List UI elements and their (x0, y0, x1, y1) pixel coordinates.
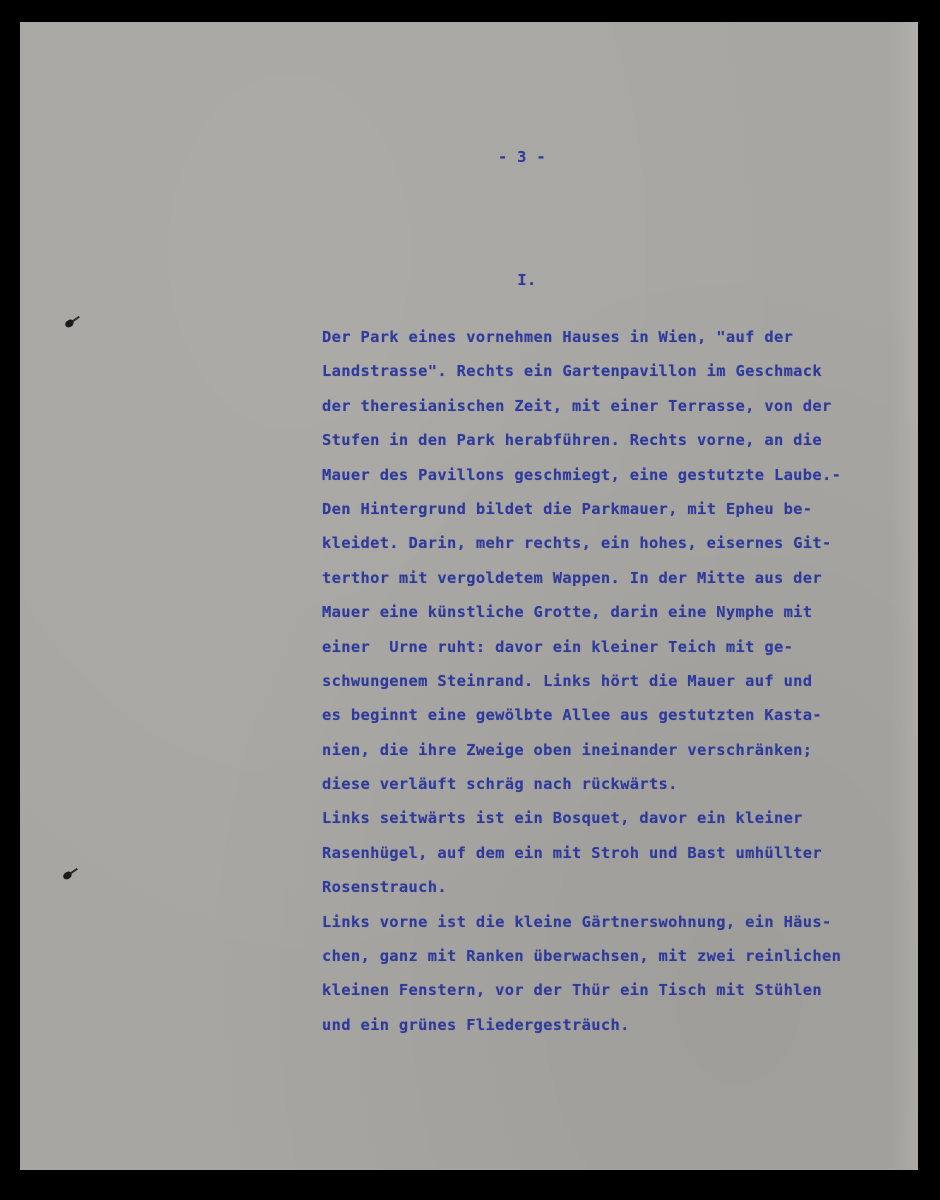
text-line: terthor mit vergoldetem Wappen. In der Mitte aus der (322, 568, 823, 587)
text-line: Rasenhügel, auf dem ein mit Stroh und Bast umhüllter (322, 843, 823, 862)
page-number: - 3 - (497, 148, 547, 166)
text-line: Links vorne ist die kleine Gärtnerswohnung, ein Häus- (322, 912, 832, 931)
punch-hole-mark (60, 868, 78, 882)
text-line: Den Hintergrund bildet die Parkmauer, mit Epheu be- (322, 499, 813, 518)
text-line: nien, die ihre Zweige oben ineinander verschränken; (322, 740, 813, 759)
section-marker: I. (517, 271, 537, 289)
text-line: Rosenstrauch. (322, 878, 448, 897)
text-line: kleidet. Darin, mehr rechts, ein hohes, eisernes Git- (322, 534, 832, 553)
text-line: kleinen Fenstern, vor der Thür ein Tisch mit Stühlen (322, 981, 823, 1000)
text-line: Stufen in den Park herabführen. Rechts vorne, an die (322, 431, 823, 450)
text-line: Mauer eine künstliche Grotte, darin eine Nymphe mit (322, 603, 813, 622)
text-line: Landstrasse". Rechts ein Gartenpavillon im Geschmack (322, 362, 823, 381)
text-line: es beginnt eine gewölbte Allee aus gestutzten Kasta- (322, 706, 823, 725)
text-line: Links seitwärts ist ein Bosquet, davor ein kleiner (322, 809, 803, 828)
text-line: Der Park eines vornehmen Hauses in Wien, "auf der (322, 328, 794, 346)
text-line: chen, ganz mit Ranken überwachsen, mit zwei reinlichen (322, 947, 842, 966)
punch-hole-mark (62, 316, 80, 330)
text-line: einer Urne ruht: davor ein kleiner Teich mit ge- (322, 637, 794, 656)
text-line: schwungenem Steinrand. Links hört die Mauer auf und (322, 671, 813, 690)
document-page (20, 22, 918, 1170)
text-line: der theresianischen Zeit, mit einer Terrasse, von der (322, 396, 832, 415)
text-line: diese verläuft schräg nach rückwärts. (322, 775, 678, 794)
typed-paragraph (322, 320, 841, 1042)
text-line: und ein grünes Fliedergesträuch. (322, 1015, 630, 1034)
text-line: Mauer des Pavillons geschmiegt, eine gestutzte Laube.- (322, 465, 842, 484)
